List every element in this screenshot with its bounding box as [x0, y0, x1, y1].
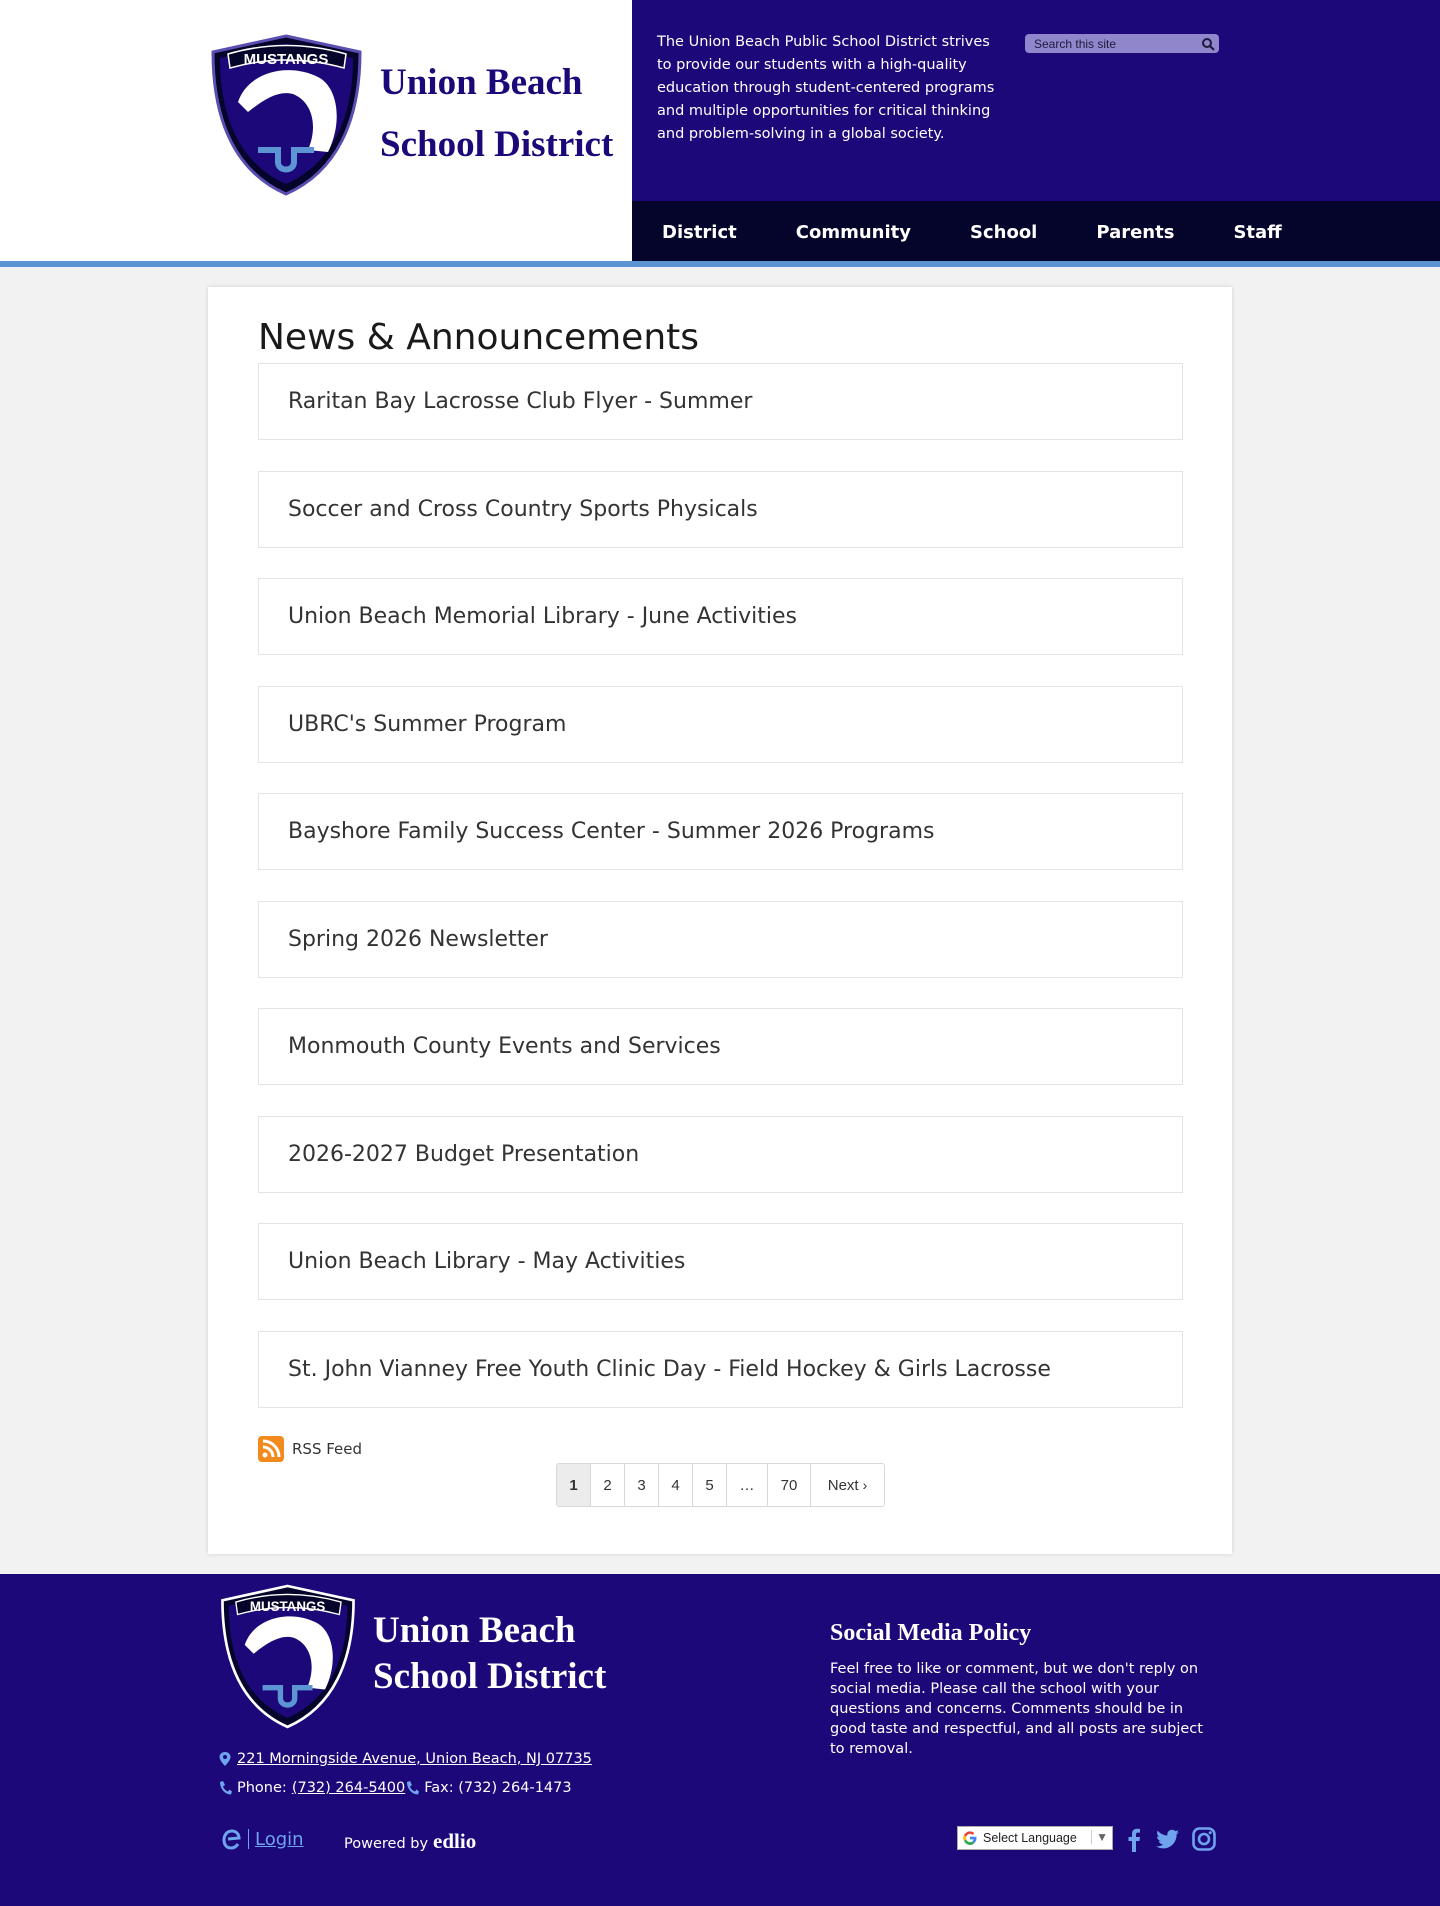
language-label: Select Language [983, 1831, 1077, 1845]
news-item-title: Union Beach Library - May Activities [288, 1249, 686, 1274]
page-2[interactable]: 2 [591, 1464, 625, 1506]
news-list [258, 363, 1183, 1438]
rss-label: RSS Feed [292, 1440, 363, 1458]
news-card [208, 287, 1232, 1554]
news-item[interactable] [258, 901, 1183, 978]
news-item[interactable] [258, 686, 1183, 763]
facebook-icon[interactable] [1121, 1826, 1147, 1852]
search-box[interactable] [1025, 34, 1219, 53]
mustang-logo[interactable] [208, 32, 365, 197]
news-item-title: Spring 2026 Newsletter [288, 926, 548, 952]
page-70[interactable]: 70 [768, 1464, 811, 1506]
brand-line2: School District [380, 124, 614, 165]
news-item-title: Union Beach Memorial Library - June Activities [288, 604, 797, 629]
google-icon [962, 1830, 978, 1846]
search-input[interactable] [1025, 37, 1191, 51]
login-separator [248, 1829, 249, 1849]
news-item[interactable] [258, 1223, 1183, 1300]
logo-text: MUSTANGS [243, 51, 329, 68]
mission-statement: The Union Beach Public School District strives to provide our students with a high-quality education through student-centered programs and multiple opportunities for critical thinking and problem-solving in a global society. [657, 34, 995, 142]
address-link[interactable]: 221 Morningside Avenue, Union Beach, NJ 07735 [237, 1751, 592, 1767]
footer-address [218, 1751, 592, 1767]
mustang-logo-footer[interactable] [218, 1582, 358, 1730]
site-footer [0, 1574, 1440, 1906]
powered-by-label: Powered by [344, 1836, 429, 1852]
rss-feed-link[interactable] [258, 1436, 362, 1462]
caret-down-icon: ▼ [1091, 1830, 1108, 1844]
news-item[interactable] [258, 1331, 1183, 1408]
nav-staff[interactable]: Staff [1233, 221, 1282, 243]
news-item-title: UBRC's Summer Program [288, 711, 567, 737]
header-stripe [0, 261, 1440, 267]
news-item-title: St. John Vianney Free Youth Clinic Day - Field Hockey & Girls Lacrosse [288, 1356, 1051, 1382]
brand-line1: Union Beach [380, 62, 583, 103]
news-item-title: Raritan Bay Lacrosse Club Flyer - Summer [288, 389, 753, 414]
page-5[interactable]: 5 [693, 1464, 727, 1506]
nav-district[interactable]: District [662, 221, 737, 243]
news-item-title: Bayshore Family Success Center - Summer 2026 Programs [288, 819, 935, 844]
news-item-title: 2026-2027 Budget Presentation [288, 1141, 640, 1167]
login-link[interactable] [222, 1828, 304, 1850]
search-icon[interactable] [1201, 37, 1215, 51]
main-nav [632, 201, 1440, 263]
brand-name[interactable] [380, 52, 613, 176]
login-label: Login [255, 1828, 304, 1850]
phone-label: Phone: [237, 1780, 287, 1796]
edlio-icon [222, 1828, 242, 1850]
footer-brand-line1: Union Beach [373, 1610, 576, 1651]
logo-text: MUSTANGS [249, 1598, 326, 1614]
news-item[interactable] [258, 1116, 1183, 1193]
footer-brand-line2: School District [373, 1656, 607, 1697]
social-policy-text: Feel free to like or comment, but we don't reply on social media. Please call the school with your questions and concerns. Comments should be in good taste and respectful, and all posts are subject to removal. [830, 1661, 1203, 1757]
page-title: News & Announcements [258, 317, 699, 358]
footer-contact [218, 1780, 572, 1796]
chevron-right-icon: › [862, 1477, 868, 1493]
news-item[interactable] [258, 363, 1183, 440]
news-item[interactable] [258, 793, 1183, 870]
nav-parents[interactable]: Parents [1096, 221, 1175, 243]
news-item-title: Monmouth County Events and Services [288, 1034, 721, 1059]
page-4[interactable]: 4 [659, 1464, 693, 1506]
news-item[interactable] [258, 1008, 1183, 1085]
social-policy-title: Social Media Policy [830, 1620, 1032, 1646]
powered-by[interactable] [344, 1829, 476, 1854]
pin-icon [218, 1751, 232, 1767]
language-select[interactable] [957, 1826, 1113, 1850]
rss-icon [258, 1436, 284, 1462]
next-page-button[interactable] [811, 1464, 884, 1506]
fax-phone-icon [405, 1780, 419, 1796]
news-item-title: Soccer and Cross Country Sports Physicals [288, 496, 758, 522]
twitter-icon[interactable] [1155, 1826, 1181, 1852]
edlio-brand: edlio [433, 1829, 477, 1853]
fax-number: Fax: (732) 264-1473 [424, 1780, 572, 1796]
phone-icon [218, 1780, 232, 1796]
nav-school[interactable]: School [970, 221, 1038, 243]
phone-link[interactable]: (732) 264-5400 [291, 1780, 406, 1796]
page-3[interactable]: 3 [625, 1464, 659, 1506]
next-label: Next [827, 1476, 859, 1494]
page-ellipsis: … [727, 1464, 768, 1506]
page-1[interactable]: 1 [557, 1464, 591, 1506]
header-blue-panel [632, 0, 1440, 201]
nav-community[interactable]: Community [795, 221, 911, 243]
footer-brand-name[interactable] [373, 1608, 606, 1700]
pagination [556, 1463, 885, 1507]
news-item[interactable] [258, 578, 1183, 655]
news-item[interactable] [258, 471, 1183, 548]
instagram-icon[interactable] [1191, 1826, 1217, 1852]
